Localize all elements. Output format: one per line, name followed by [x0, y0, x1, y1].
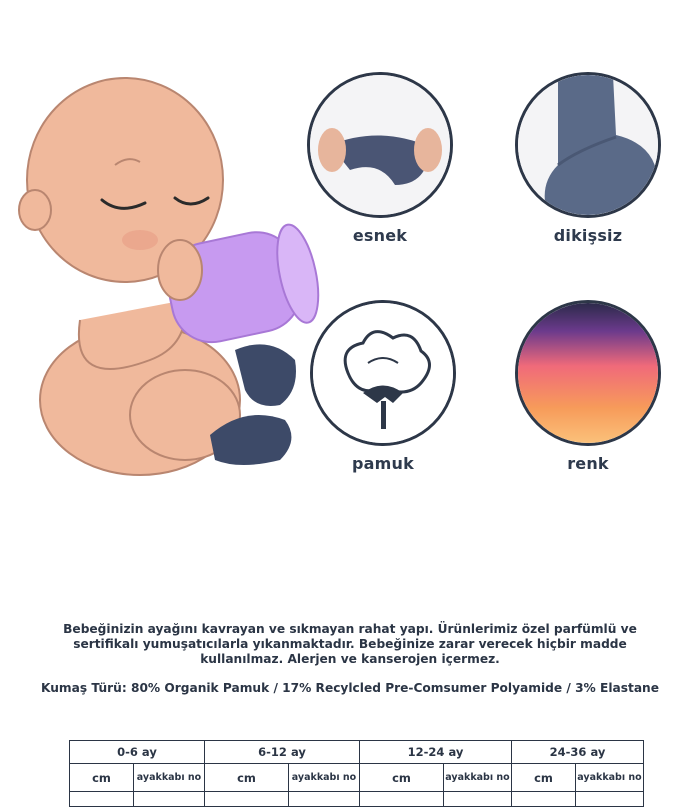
table-row [70, 792, 644, 807]
feature-pamuk [303, 300, 463, 473]
cm-header: cm [205, 764, 289, 792]
cotton-flower-icon [310, 300, 456, 446]
size-group-header: 0-6 ay [70, 741, 205, 764]
feature-dikissiz [508, 72, 668, 245]
feature-renk [508, 300, 668, 473]
seamless-sock-icon [515, 72, 661, 218]
stretch-sock-icon [307, 72, 453, 218]
color-gradient-icon [515, 300, 661, 446]
baby-illustration [10, 60, 330, 490]
feature-label: esnek [352, 226, 408, 245]
size-group-header: 12-24 ay [360, 741, 512, 764]
size-group-header: 6-12 ay [205, 741, 360, 764]
size-table [69, 740, 644, 807]
cm-header: cm [360, 764, 444, 792]
feature-label: renk [567, 454, 609, 473]
shoe-size-header: ayakkabı no [576, 764, 644, 792]
feature-esnek [300, 72, 460, 245]
feature-label: dikişsiz [553, 226, 623, 245]
feature-label: pamuk [352, 454, 414, 473]
size-group-row [70, 741, 644, 764]
size-group-header: 24-36 ay [512, 741, 644, 764]
cm-header: cm [70, 764, 134, 792]
shoe-size-header: ayakkabı no [444, 764, 512, 792]
fabric-composition: Kumaş Türü: 80% Organik Pamuk / 17% Recylcled Pre-Comsumer Polyamide / 3% Elastane [41, 681, 659, 695]
cm-header: cm [512, 764, 576, 792]
shoe-size-header: ayakkabı no [289, 764, 360, 792]
size-subheader-row [70, 764, 644, 792]
shoe-size-header: ayakkabı no [134, 764, 205, 792]
product-description: Bebeğinizin ayağını kavrayan ve sıkmayan rahat yapı. Ürünlerimiz özel parfümlü ve sertifikalı yumuşatıcılarla yıkanmaktadır. Bebeğinize zarar verecek hiçbir madde kullanılmaz. Alerjen ve kanserojen içermez. [63, 622, 637, 666]
